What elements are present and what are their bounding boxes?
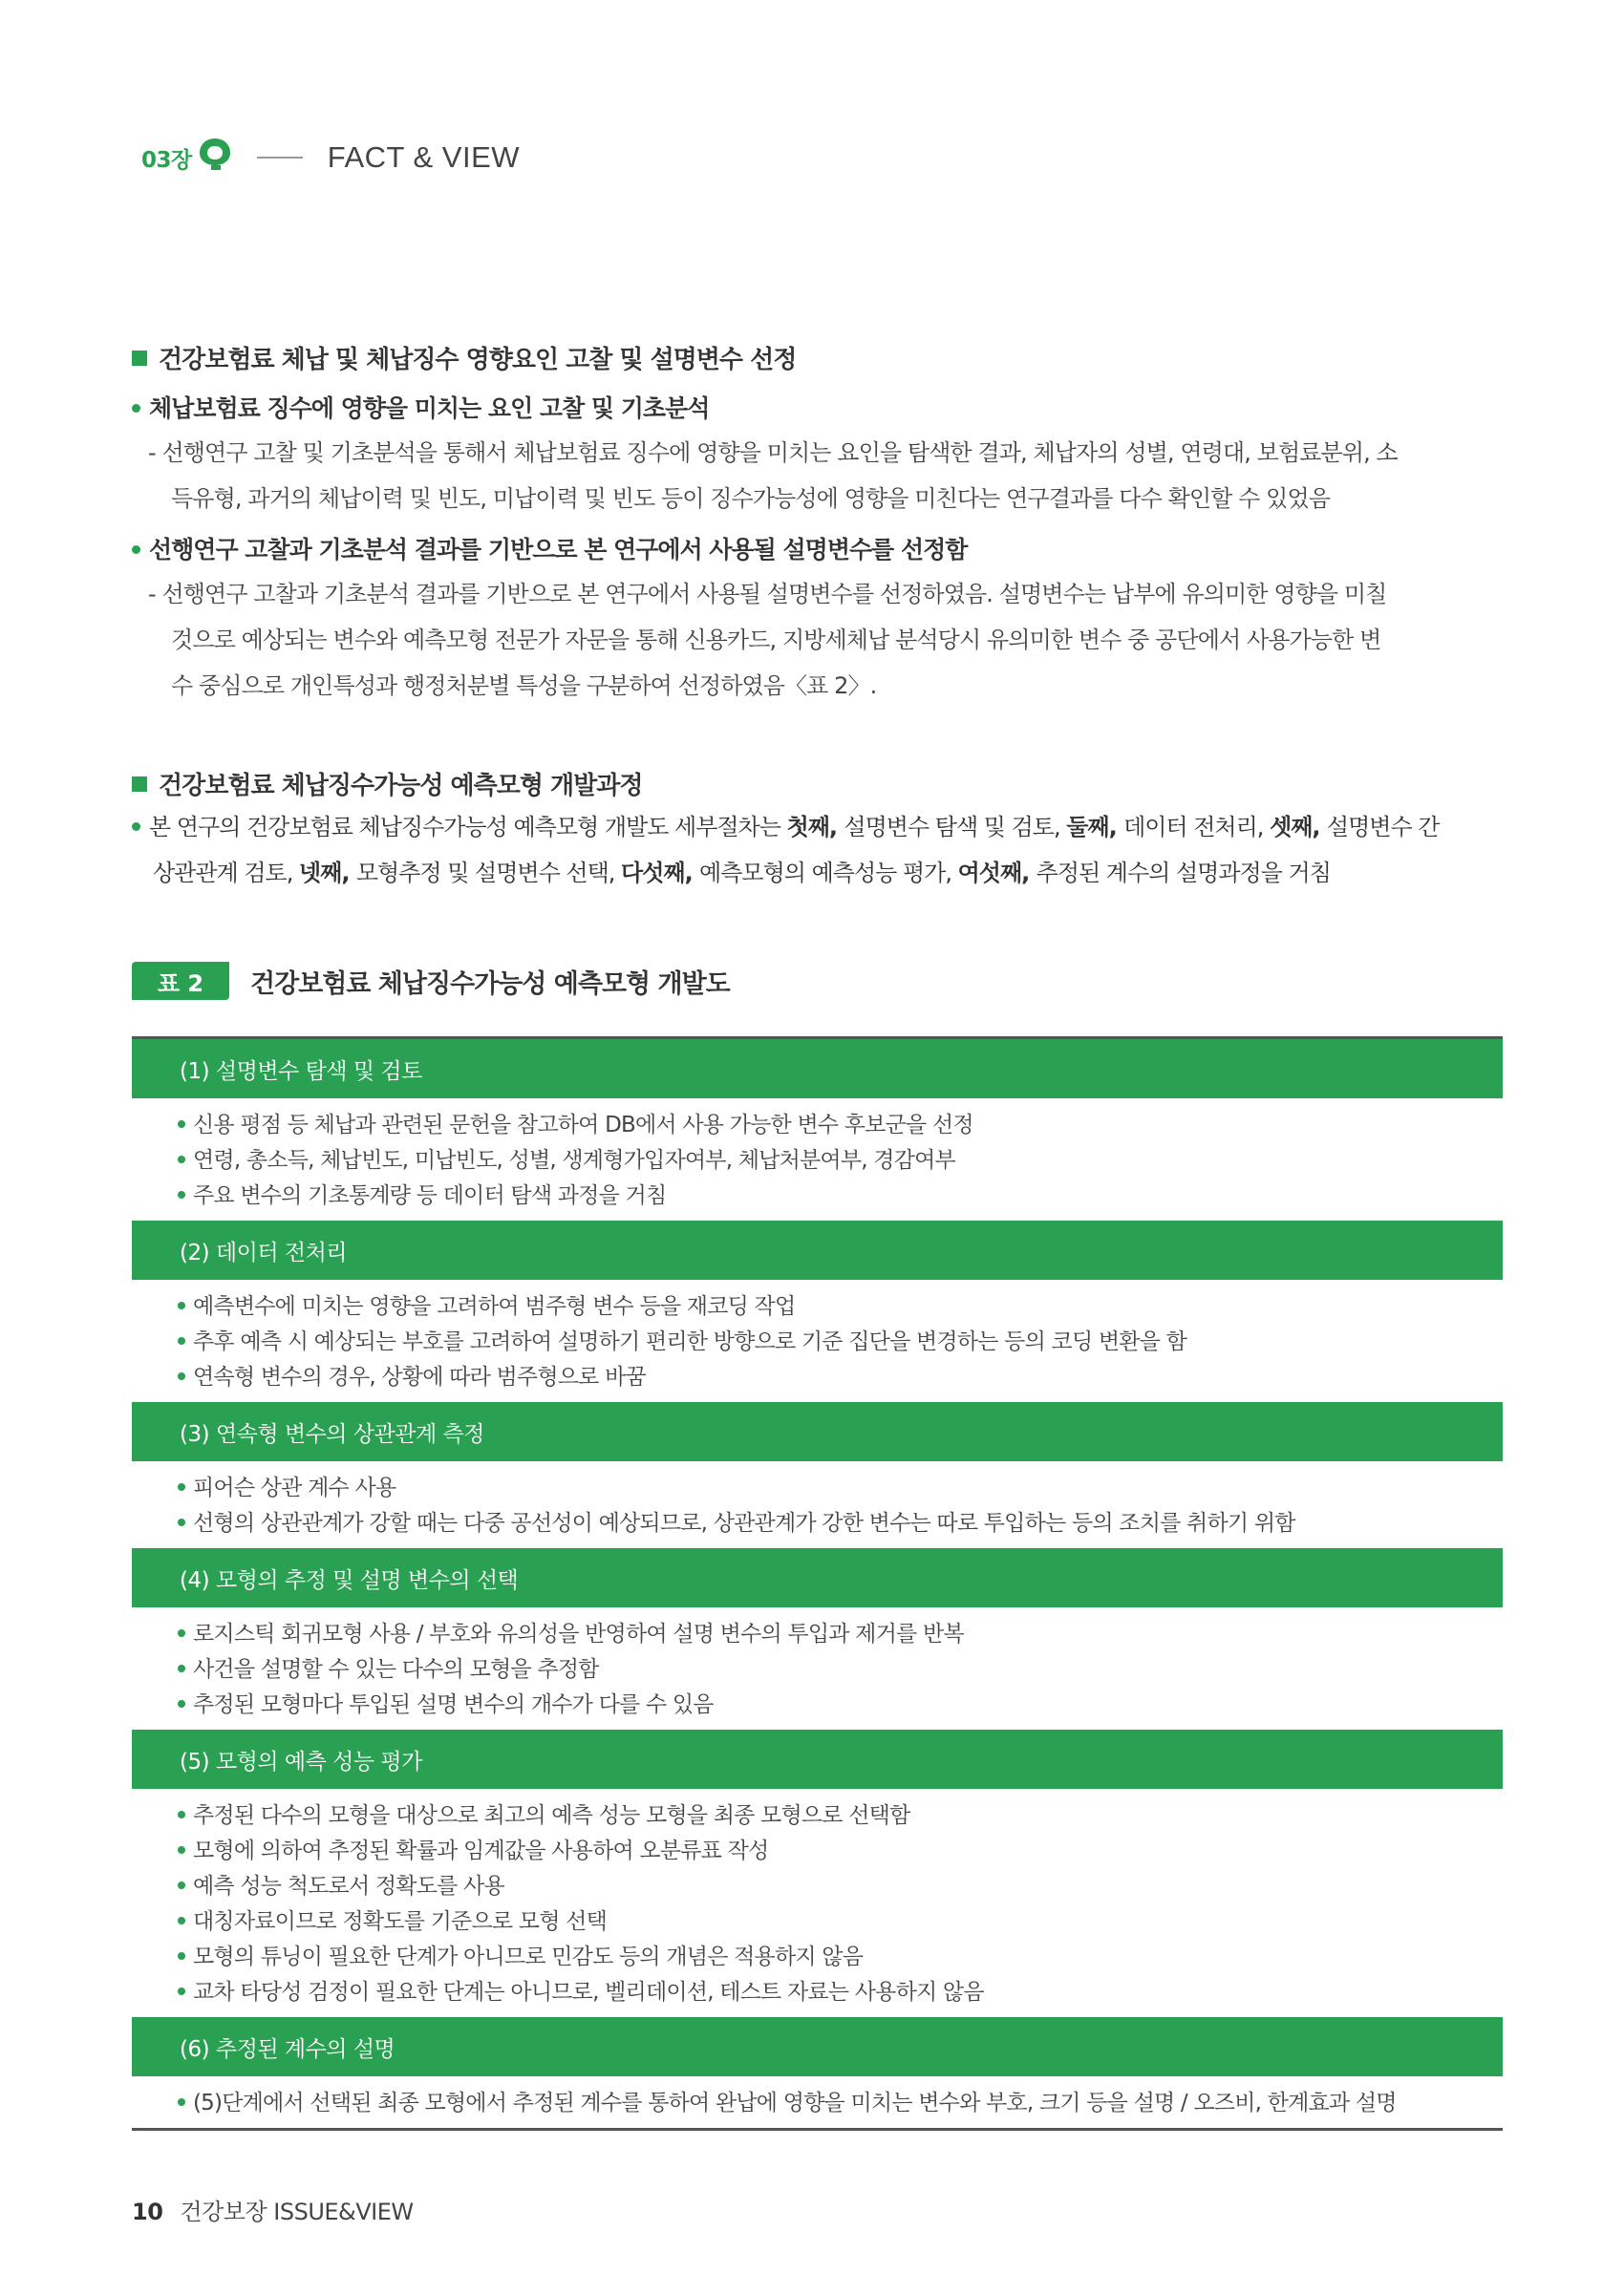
table-group-body [132,1789,1503,2017]
list-item: 대칭자료이므로 정확도를 기준으로 모형 선택 [178,1904,1503,1940]
list-item: (5)단계에서 선택된 최종 모형에서 추정된 계수를 통하여 완납에 영향을 미치는 변수와 부호, 크기 등을 설명 / 오즈비, 한계효과 설명 [178,2086,1503,2121]
dot-icon [178,1120,185,1128]
dot-icon [178,1988,185,1995]
dot-icon [132,404,140,413]
table-caption [132,962,730,1000]
table-group-header: (6) 추정된 계수의 설명 [132,2017,1503,2076]
list-item: 연속형 변수의 경우, 상황에 따라 범주형으로 바꿈 [178,1360,1503,1395]
summary-line-2: 상관관계 검토, 넷째, 모형추정 및 설명변수 선택, 다섯째, 예측모형의 예측성능 평가, 여섯째, 추정된 계수의 설명과정을 거침 [153,860,1331,886]
table-group-header: (4) 모형의 추정 및 설명 변수의 선택 [132,1548,1503,1607]
table-label-badge: 표 2 [132,962,229,1000]
dot-icon [178,1881,185,1889]
header-divider [257,157,303,159]
dot-icon [178,1483,185,1491]
list-item: 예측변수에 미치는 영향을 고려하여 범주형 변수 등을 재코딩 작업 [178,1289,1503,1325]
table-group-body [132,2076,1503,2128]
dot-icon [132,822,140,831]
list-item: 추후 예측 시 예상되는 부호를 고려하여 설명하기 편리한 방향으로 기준 집단을 변경하는 등의 코딩 변환을 함 [178,1325,1503,1360]
paragraph-line: 득유형, 과거의 체납이력 및 빈도, 미납이력 및 빈도 등이 징수가능성에 영향을 미친다는 연구결과를 다수 확인할 수 있었음 [171,485,1331,512]
page-header [141,134,520,181]
dot-icon [178,1811,185,1818]
table-title: 건강보험료 체납징수가능성 예측모형 개발도 [250,968,730,999]
development-table [132,1036,1503,2131]
dot-icon [178,1302,185,1309]
leaf-icon [198,137,232,171]
table-group-header: (1) 설명변수 탐색 및 검토 [132,1039,1503,1098]
list-item: 추정된 모형마다 투입된 설명 변수의 개수가 다를 수 있음 [178,1688,1503,1723]
table-group-body [132,1607,1503,1730]
list-item: 추정된 다수의 모형을 대상으로 최고의 예측 성능 모형을 최종 모형으로 선택함 [178,1798,1503,1834]
section-title: FACT & VIEW [327,140,521,174]
paragraph-line: 수 중심으로 개인특성과 행정처분별 특성을 구분하여 선정하였음〈표 2〉. [171,672,877,699]
section-heading-2: 건강보험료 체납징수가능성 예측모형 개발과정 [132,766,642,801]
paragraph-line: - 선행연구 고찰 및 기초분석을 통해서 체납보험료 징수에 영향을 미치는 요인을 탐색한 결과, 체납자의 성별, 연령대, 보험료분위, 소 [148,439,1398,466]
list-item: 피어슨 상관 계수 사용 [178,1471,1503,1506]
dot-icon [178,2098,185,2106]
list-item: 사건을 설명할 수 있는 다수의 모형을 추정함 [178,1652,1503,1688]
process-summary [132,804,1506,896]
table-group-body [132,1461,1503,1548]
dot-icon [178,1156,185,1163]
dot-icon [178,1372,185,1380]
bullet-heading: 선행연구 고찰과 기초분석 결과를 기반으로 본 연구에서 사용될 설명변수를 선정함 [132,531,967,565]
dot-icon [132,545,140,554]
list-item: 예측 성능 척도로서 정확도를 사용 [178,1869,1503,1904]
list-item: 연령, 총소득, 체납빈도, 미납빈도, 성별, 생계형가입자여부, 체납처분여부, 경감여부 [178,1143,1503,1179]
list-item: 모형에 의하여 추정된 확률과 임계값을 사용하여 오분류표 작성 [178,1834,1503,1869]
page-footer [132,2193,414,2226]
square-bullet-icon [132,776,147,792]
table-group-header: (2) 데이터 전처리 [132,1221,1503,1280]
list-item: 신용 평점 등 체납과 관련된 문헌을 참고하여 DB에서 사용 가능한 변수 후보군을 선정 [178,1108,1503,1143]
table-group-header: (5) 모형의 예측 성능 평가 [132,1730,1503,1789]
dot-icon [178,1519,185,1526]
chapter-label: 03장 [141,147,192,173]
paragraph-line: - 선행연구 고찰과 기초분석 결과를 기반으로 본 연구에서 사용될 설명변수를 선정하였음. 설명변수는 납부에 유의미한 영향을 미칠 [148,581,1387,607]
page-number: 10 [132,2199,163,2225]
dot-icon [178,1917,185,1924]
bullet-heading: 체납보험료 징수에 영향을 미치는 요인 고찰 및 기초분석 [132,390,709,424]
dot-icon [178,1629,185,1637]
paragraph [148,571,1503,709]
dot-icon [178,1700,185,1708]
section-heading-1: 건강보험료 체납 및 체납징수 영향요인 고찰 및 설명변수 선정 [132,340,796,375]
dot-icon [178,1337,185,1345]
dot-icon [178,1665,185,1672]
list-item: 주요 변수의 기초통계량 등 데이터 탐색 과정을 거침 [178,1179,1503,1214]
summary-line-1: 본 연구의 건강보험료 체납징수가능성 예측모형 개발도 세부절차는 첫째, 설명변수 탐색 및 검토, 둘째, 데이터 전처리, 셋째, 설명변수 간 [132,804,1506,850]
list-item: 선형의 상관관계가 강할 때는 다중 공선성이 예상되므로, 상관관계가 강한 변수는 따로 투입하는 등의 조치를 취하기 위함 [178,1506,1503,1541]
table-group-body [132,1280,1503,1402]
paragraph-line: 것으로 예상되는 변수와 예측모형 전문가 자문을 통해 신용카드, 지방세체납 분석당시 유의미한 변수 중 공단에서 사용가능한 변 [171,627,1381,653]
list-item: 교차 타당성 검정이 필요한 단계는 아니므로, 벨리데이션, 테스트 자료는 사용하지 않음 [178,1975,1503,2010]
table-group-header: (3) 연속형 변수의 상관관계 측정 [132,1402,1503,1461]
dot-icon [178,1846,185,1854]
dot-icon [178,1952,185,1960]
table-group-body [132,1098,1503,1221]
list-item: 모형의 튜닝이 필요한 단계가 아니므로 민감도 등의 개념은 적용하지 않음 [178,1940,1503,1975]
dot-icon [178,1191,185,1199]
paragraph [148,430,1503,521]
list-item: 로지스틱 회귀모형 사용 / 부호와 유의성을 반영하여 설명 변수의 투입과 제거를 반복 [178,1617,1503,1652]
publication-name: 건강보장 ISSUE&VIEW [180,2199,414,2225]
square-bullet-icon [132,351,147,366]
